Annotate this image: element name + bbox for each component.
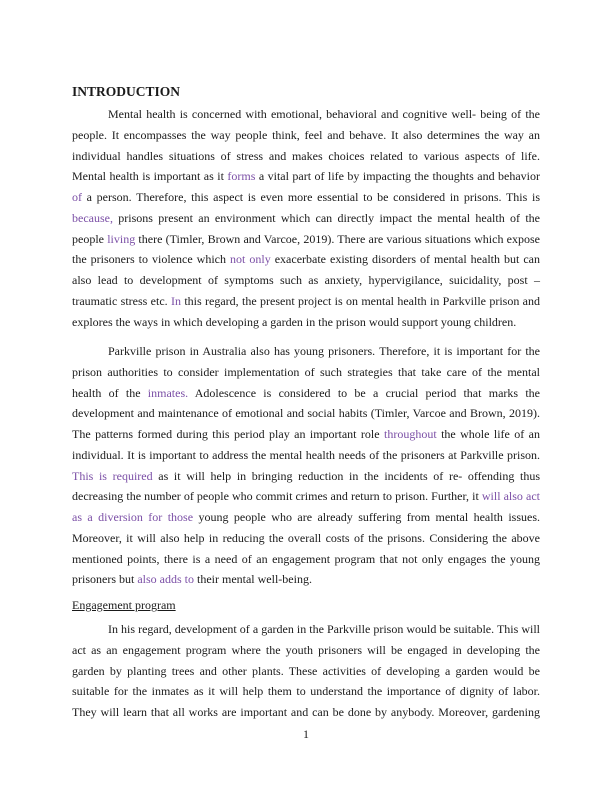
highlighted-text: throughout — [383, 427, 437, 441]
text-line — [72, 528, 540, 549]
text-segment: people — [72, 231, 108, 246]
text-segment: individual handles situations of stress and makes choices related to various aspects of life. — [72, 148, 540, 163]
highlighted-text: also adds to — [137, 572, 194, 587]
text-segment: They will learn that all works are important and can be done by anybody. Moreover, gardening — [72, 705, 540, 719]
highlighted-text: In — [171, 293, 181, 308]
text-line — [72, 104, 540, 125]
text-segment: Mental health is important as it — [72, 169, 228, 184]
text-segment: a person. Therefore, this aspect is even more essential to be considered in prisons. This is — [82, 190, 540, 204]
text-line — [72, 187, 540, 208]
text-line — [72, 362, 540, 383]
text-segment: there (Timler, Brown and Varcoe, 2019). There are various situations which expose — [135, 231, 540, 246]
text-segment: suitable for the inmates as it will help them to understand the importance of dignity of labor. — [72, 684, 540, 699]
text-line — [72, 445, 540, 466]
text-line — [72, 312, 540, 333]
text-segment: Moreover, it will also help in reducing the overall costs of the prisons. Considering the above — [72, 530, 540, 545]
text-segment: the prisoners to violence which — [72, 252, 231, 267]
text-line — [72, 661, 540, 682]
highlighted-text: as a diversion for those — [72, 510, 194, 524]
highlighted-text: This is required — [72, 468, 153, 483]
paragraph-intro — [72, 104, 540, 332]
text-segment: garden by planting trees and other plants. These activities of developing a garden would be — [72, 663, 540, 678]
text-segment: health of the — [72, 385, 148, 400]
text-segment: act as an engagement program where the youth prisoners will be engaged in developing the — [72, 642, 540, 657]
text-line — [72, 424, 540, 445]
text-segment: their mental well-being. — [194, 572, 312, 587]
section-heading: INTRODUCTION — [72, 84, 181, 99]
subheading-engagement-program: Engagement program — [72, 598, 176, 612]
text-segment: as it will help in bringing reduction in the incidents of re- offending thus — [152, 468, 540, 483]
paragraph-engagement — [72, 619, 540, 723]
text-segment: individual. It is important to address the mental health needs of the prisoners at Parkville prison. — [72, 447, 540, 462]
highlighted-text: not only — [230, 252, 271, 267]
text-segment: traumatic stress etc. — [72, 293, 171, 308]
text-segment: Mental health is concerned with emotional, behavioral and cognitive well- being of the — [108, 107, 540, 121]
highlighted-text: will also act — [481, 489, 541, 504]
highlighted-text: inmates. — [147, 385, 189, 400]
text-segment: Adolescence is considered to be a crucial period that marks the — [188, 385, 540, 400]
text-line — [72, 291, 540, 312]
text-segment: the whole life of an — [436, 427, 540, 441]
text-line — [72, 125, 540, 146]
text-segment: development and maintenance of emotional and social habits (Timler, Varcoe and Brown, 2019). — [72, 406, 540, 421]
text-segment: prisons present an environment which can directly impact the mental health of the — [112, 210, 540, 225]
text-line — [72, 208, 540, 229]
text-segment: The patterns formed during this period play an important role — [72, 427, 384, 441]
text-segment: a vital part of life by impacting the thoughts and behavior — [255, 169, 541, 184]
text-line — [72, 619, 540, 640]
text-line — [72, 383, 540, 404]
text-line — [72, 486, 540, 507]
text-line — [72, 681, 540, 702]
text-segment: this regard, the present project is on mental health in Parkville prison and — [181, 293, 541, 308]
paragraph-parkville — [72, 341, 540, 590]
text-segment: also lead to development of symptoms such as anxiety, hypervigilance, suicidality, post – — [72, 273, 540, 287]
text-line — [72, 569, 540, 590]
text-line — [72, 702, 540, 723]
text-line — [72, 549, 540, 570]
highlighted-text: living — [107, 231, 136, 246]
text-line — [72, 146, 540, 167]
text-line — [72, 466, 540, 487]
text-segment: prison authorities to consider implementation of such strategies that take care of the mental — [72, 364, 540, 379]
highlighted-text: because, — [72, 210, 113, 225]
text-line — [72, 507, 540, 528]
text-segment: mentioned points, there is a need of an engagement program that not only engages the young — [72, 551, 540, 566]
page-number: 1 — [303, 727, 309, 741]
text-line — [72, 341, 540, 362]
text-segment: explores the ways in which developing a garden in the prison would support young children. — [72, 314, 517, 329]
text-segment: Parkville prison in Australia also has young prisoners. Therefore, it is important for the — [108, 344, 540, 358]
text-line — [72, 403, 540, 424]
highlighted-text: of — [72, 190, 82, 204]
text-line — [72, 270, 540, 291]
text-line — [72, 166, 540, 187]
text-segment: exacerbate existing disorders of mental health but can — [270, 252, 541, 267]
highlighted-text: forms — [227, 169, 256, 184]
text-segment: decreasing the number of people who commit crimes and return to prison. Further, it — [72, 489, 482, 504]
text-line — [72, 640, 540, 661]
text-segment: In his regard, development of a garden in the Parkville prison would be suitable. This will — [108, 622, 540, 636]
text-line — [72, 229, 540, 250]
text-segment: young people who are already suffering from mental health issues. — [193, 510, 540, 524]
text-segment: prisoners but — [72, 572, 138, 587]
text-line — [72, 249, 540, 270]
text-segment: people. It encompasses the way people think, feel and behave. It also determines the way an — [72, 127, 540, 142]
